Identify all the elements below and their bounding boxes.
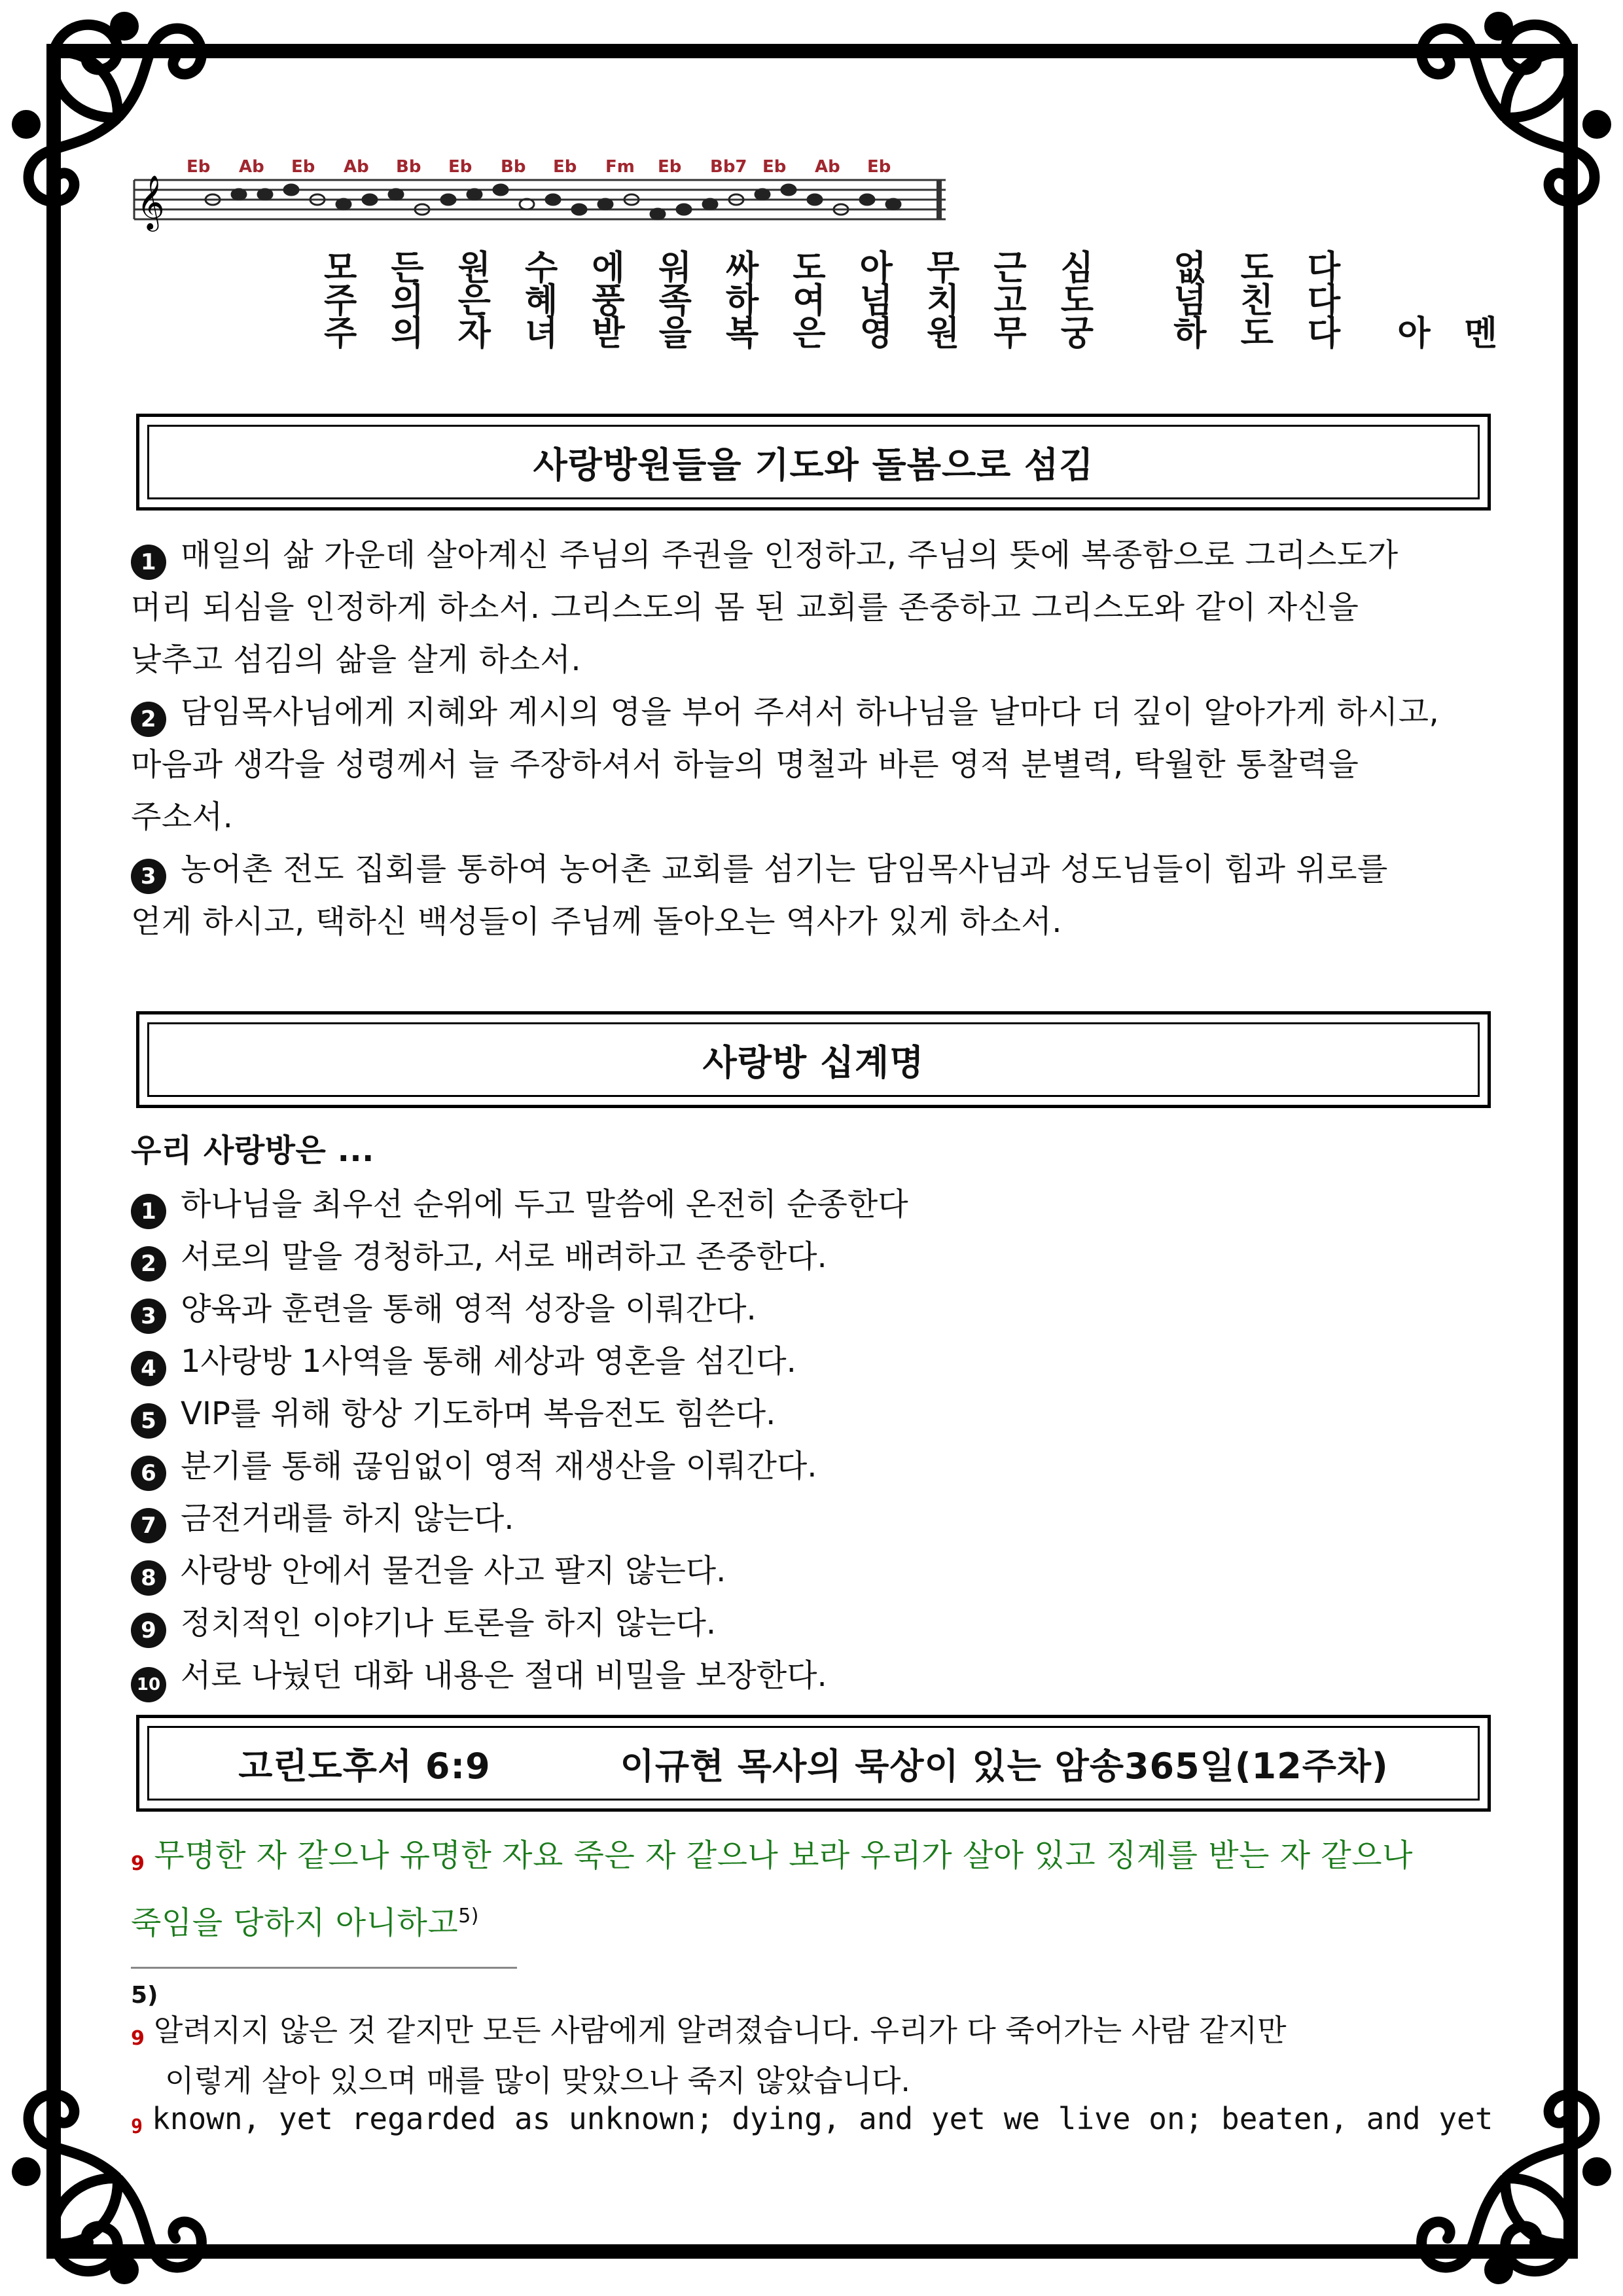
- number-bullet-icon: 3: [131, 1299, 166, 1334]
- note-head-icon: [493, 185, 508, 195]
- chord-label: Fm: [605, 157, 635, 177]
- chord-label: Bb: [501, 157, 526, 177]
- note-head-icon: [860, 194, 874, 205]
- number-bullet-icon: 10: [131, 1667, 166, 1702]
- prayer-item-2: 2 담임목사님에게 지혜와 계시의 영을 부어 주셔서 하나님을 날마다 더 깊이 알아가게 하시고, 마음과 생각을 성령께서 늘 주장하셔서 하늘의 명철과 바른 영적 분별력, 탁월한 통찰력을 주소서.: [131, 694, 1440, 835]
- chord-label: Eb: [187, 157, 211, 177]
- number-bullet-icon: 3: [131, 859, 166, 894]
- rule-item: 5 VIP를 위해 항상 기도하며 복음전도 힘쓴다.: [131, 1388, 776, 1440]
- rules-intro: 우리 사랑방은 ...: [131, 1132, 374, 1169]
- chord-label: Eb: [291, 157, 315, 177]
- note-head-icon: [258, 189, 272, 200]
- lyric-line-2: 주 의 은 혜 풍 족 하 여 넘 치 고 도 넘 친 다: [324, 281, 1352, 321]
- hymn-score: [128, 154, 1508, 353]
- section-header-prayer: [136, 414, 1491, 511]
- note-head-icon: [677, 204, 691, 215]
- rule-item: 7 금전거래를 하지 않는다.: [131, 1492, 514, 1545]
- staff-svg: [128, 154, 946, 239]
- number-bullet-icon: 8: [131, 1560, 166, 1596]
- chord-label: Eb: [658, 157, 682, 177]
- footnote-korean: 9 알려지지 않은 것 같지만 모든 사람에게 알려졌습니다. 우리가 다 죽어가는 사람 같지만 이렇게 살아 있으며 매를 많이 맞았으나 죽지 않았습니다.: [131, 2013, 1287, 2098]
- number-bullet-icon: 5: [131, 1403, 166, 1439]
- verse-number: 9: [131, 2027, 145, 2050]
- note-head-icon: [363, 194, 377, 205]
- footnote-mark: 5): [131, 1982, 158, 2009]
- number-bullet-icon: 4: [131, 1351, 166, 1386]
- footnote-divider: [131, 1967, 517, 1969]
- rule-item: 9 정치적인 이야기나 토론을 하지 않는다.: [131, 1597, 716, 1649]
- note-head-icon: [389, 189, 403, 200]
- chord-label: Ab: [239, 157, 264, 177]
- note-head-icon: [284, 185, 298, 195]
- prayer-list: [131, 529, 1505, 948]
- note-head-icon: [598, 199, 613, 209]
- treble-clef-icon: 𝄞: [137, 174, 165, 229]
- number-bullet-icon: 9: [131, 1613, 166, 1648]
- chord-label: Eb: [867, 157, 891, 177]
- number-bullet-icon: 6: [131, 1456, 166, 1491]
- note-head-icon: [651, 209, 665, 219]
- rule-item: 2 서로의 말을 경청하고, 서로 배려하고 존중한다.: [131, 1230, 827, 1283]
- number-bullet-icon: 2: [131, 1246, 166, 1282]
- number-bullet-icon: 1: [131, 1194, 166, 1229]
- chord-label: Eb: [762, 157, 787, 177]
- prayer-item-3: 3 농어촌 전도 집회를 통하여 농어촌 교회를 섬기는 담임목사님과 성도님들이 힘과 위로를 얻게 하시고, 택하신 백성들이 주님께 돌아오는 역사가 있게 하소서.: [131, 851, 1388, 940]
- chord-label: Ab: [344, 157, 369, 177]
- note-head-icon: [808, 194, 822, 205]
- note-head-icon: [703, 199, 717, 209]
- rule-item: 6 분기를 통해 끊임없이 영적 재생산을 이뤄간다.: [131, 1440, 817, 1492]
- note-head-icon: [441, 194, 455, 205]
- number-bullet-icon: 7: [131, 1508, 166, 1543]
- lyric-line-3: 주 의 자 녀 받 을 복 은 영 원 무 궁 하 도 다 아 멘: [324, 314, 1508, 353]
- prayer-item-1: 1 매일의 삶 가운데 살아계신 주님의 주권을 인정하고, 주님의 뜻에 복종함으로 그리스도가 머리 되심을 인정하게 하소서. 그리스도의 몸 된 교회를 존중하고 그리스도와 같이 자신을 낮추고 섬김의 삶을 살게 하소서.: [131, 537, 1399, 678]
- chord-label: Ab: [815, 157, 840, 177]
- section-title: 사랑방원들을 기도와 돌봄으로 섬김: [533, 444, 1094, 486]
- section-title: 고린도후서 6:9 이규현 목사의 묵상이 있는 암송365일(12주차): [238, 1745, 1389, 1787]
- chord-label: Eb: [448, 157, 473, 177]
- rule-item: 3 양육과 훈련을 통해 영적 성장을 이뤄간다.: [131, 1283, 757, 1335]
- verse-text: 9 무명한 자 같으나 유명한 자요 죽은 자 같으나 보라 우리가 살아 있고 징계를 받는 자 같으나 죽임을 당하지 아니하고$^{5)}$: [131, 1837, 1413, 1941]
- section-header-ten-rules: [136, 1011, 1491, 1108]
- verse-number: 9: [131, 2115, 143, 2138]
- chord-label: Bb7: [710, 157, 747, 177]
- rule-item: 10 서로 나눴던 대화 내용은 절대 비밀을 보장한다.: [131, 1649, 827, 1702]
- chord-label: Bb: [396, 157, 421, 177]
- note-head-icon: [467, 189, 482, 200]
- verse-number: 9: [131, 1852, 145, 1875]
- number-bullet-icon: 1: [131, 545, 166, 580]
- note-head-icon: [572, 204, 586, 215]
- note-head-icon: [546, 194, 560, 205]
- number-bullet-icon: 2: [131, 702, 166, 737]
- note-head-icon: [886, 199, 901, 209]
- note-head-icon: [232, 189, 246, 200]
- note-head-icon: [336, 199, 351, 209]
- rule-item: 4 1사랑방 1사역을 통해 세상과 영혼을 섬긴다.: [131, 1335, 796, 1388]
- footnote-english: 9 known, yet regarded as unknown; dying, and yet we live on; beaten, and yet: [131, 2101, 1493, 2138]
- lyric-line-1: 모 든 원 수 에 워 싸 도 아 무 근 심 없 도 다: [324, 249, 1352, 288]
- note-head-icon: [755, 189, 770, 200]
- chord-label: Eb: [553, 157, 577, 177]
- rule-item: 8 사랑방 안에서 물건을 사고 팔지 않는다.: [131, 1545, 726, 1597]
- footnote-ref[interactable]: 5): [458, 1905, 479, 1928]
- section-title: 사랑방 십계명: [702, 1041, 925, 1083]
- rule-item: 1 하나님을 최우선 순위에 두고 말씀에 온전히 순종한다: [131, 1178, 908, 1230]
- section-header-verse: [136, 1715, 1491, 1812]
- note-head-icon: [781, 185, 796, 195]
